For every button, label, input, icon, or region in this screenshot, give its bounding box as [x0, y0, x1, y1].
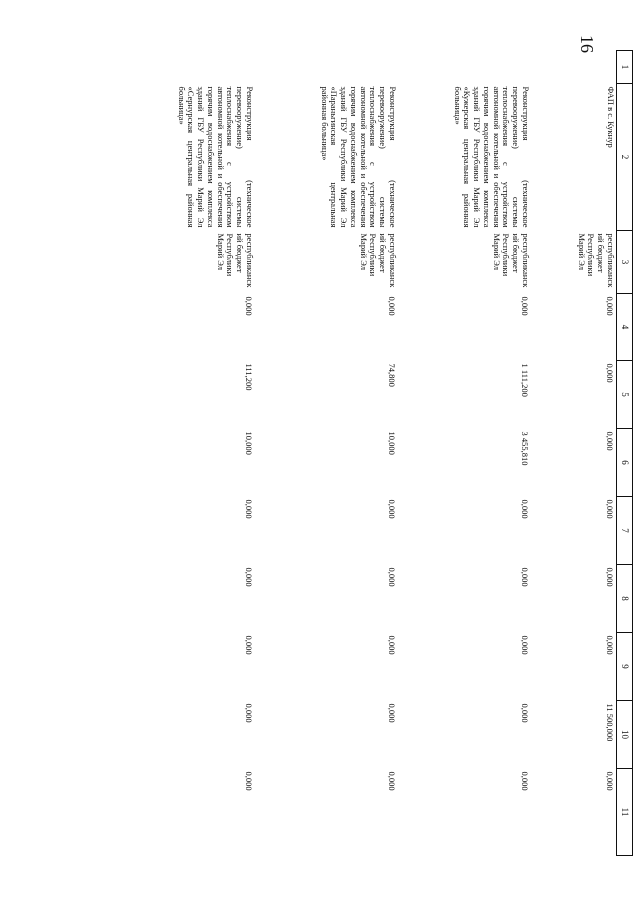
column-header: 5	[617, 361, 633, 429]
funding-source: республиканский бюджет Республики Марий Эл	[358, 233, 398, 288]
value-cell: 0,000	[387, 703, 397, 723]
object-name: ФАП в с. Кукнур	[606, 86, 616, 148]
table-row	[255, 51, 398, 856]
value-cell: 111,200	[244, 363, 254, 391]
object-name: Реконструкция (техническое перевооружение) системы теплоснабжения с устройством автономной котельной и обеспечения горячим водоснабжением комплекса зданий ГБУ Республики Марий Эл «Параньгинская центральная районная больница»	[319, 86, 398, 228]
value-cell: 10,000	[244, 431, 254, 455]
column-header: 8	[617, 565, 633, 633]
rotated-table-container	[118, 50, 633, 855]
value-cell: 0,000	[605, 363, 615, 383]
column-header: 3	[617, 231, 633, 294]
value-cell: 74,800	[387, 363, 397, 387]
value-cell: 0,000	[520, 635, 530, 655]
funding-source: республиканский бюджет Республики Марий Эл	[491, 233, 531, 288]
value-cell: 0,000	[520, 296, 530, 316]
value-cell: 1 111,200	[520, 363, 530, 397]
value-cell: 0,000	[605, 567, 615, 587]
row-number	[531, 51, 617, 84]
value-cell: 0,000	[605, 499, 615, 519]
column-header: 2	[617, 84, 633, 231]
funding-source: республиканский бюджет Республики Марий Эл	[215, 233, 255, 288]
value-cell: 0,000	[605, 635, 615, 655]
column-header: 9	[617, 633, 633, 701]
object-name: Реконструкция (техническое перевооружение) системы теплоснабжения с устройством автономной котельной и обеспечения горячим водоснабжением комплекса зданий ГБУ Республики Марий Эл «Кужерская центральная районная больница»	[452, 86, 531, 228]
value-cell: 0,000	[387, 635, 397, 655]
row-number	[255, 51, 398, 84]
row-number	[112, 51, 255, 84]
column-header: 11	[617, 769, 633, 856]
column-header: 7	[617, 497, 633, 565]
column-header: 6	[617, 429, 633, 497]
value-cell: 0,000	[387, 567, 397, 587]
value-cell: 0,000	[605, 771, 615, 791]
value-cell: 0,000	[244, 567, 254, 587]
value-cell: 0,000	[520, 703, 530, 723]
value-cell: 0,000	[387, 499, 397, 519]
value-cell: 11 500,000	[605, 703, 615, 742]
column-header: 1	[617, 51, 633, 84]
row-number	[398, 51, 531, 84]
value-cell: 0,000	[605, 431, 615, 451]
value-cell: 0,000	[244, 635, 254, 655]
value-cell: 0,000	[520, 771, 530, 791]
table-row	[398, 51, 531, 856]
value-cell: 0,000	[387, 296, 397, 316]
object-name: Реконструкция (техническое перевооружение) системы теплоснабжения с устройством автономной котельной и обеспечения горячим водоснабжением комплекса зданий ГБУ Республики Марий Эл «Сернурская центральная районная больница»	[176, 86, 255, 228]
value-cell: 0,000	[244, 296, 254, 316]
value-cell: 0,000	[244, 703, 254, 723]
header-row	[617, 51, 633, 856]
value-cell: 3 455,810	[520, 431, 530, 466]
value-cell: 0,000	[605, 296, 615, 316]
value-cell: 0,000	[244, 499, 254, 519]
value-cell: 0,000	[520, 499, 530, 519]
value-cell: 10,000	[387, 431, 397, 455]
funding-source: республиканский бюджет Республики Марий Эл	[576, 233, 616, 288]
value-cell: 0,000	[244, 771, 254, 791]
column-header: 10	[617, 701, 633, 769]
table-row	[531, 51, 617, 856]
value-cell: 0,000	[520, 567, 530, 587]
table-row	[112, 51, 255, 856]
value-cell: 0,000	[387, 771, 397, 791]
budget-table	[112, 50, 633, 856]
column-header: 4	[617, 294, 633, 361]
page-number: 16	[577, 35, 597, 53]
